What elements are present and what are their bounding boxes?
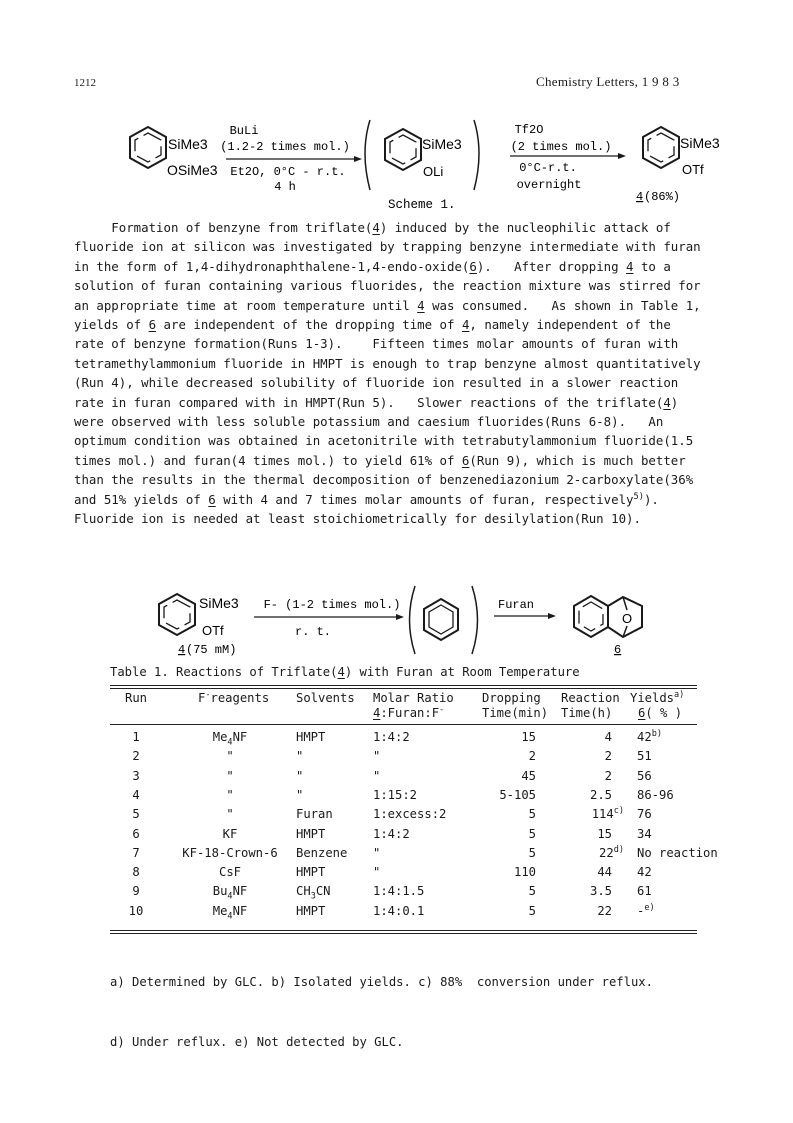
cell-ratio: 1:4:2: [373, 826, 410, 841]
bracket-left-2: [410, 586, 416, 654]
cell-yield: 61: [637, 884, 652, 899]
cell-dropping: 110: [513, 865, 536, 880]
text-line: [74, 296, 734, 315]
cell-dropping: 45: [521, 768, 536, 783]
header-dropping: Dropping: [482, 691, 541, 705]
cell-run: 5: [132, 807, 140, 822]
cell-solvent: HMPT: [296, 865, 326, 880]
cell-run: 7: [132, 845, 140, 860]
benzene-ring-start: [130, 127, 166, 168]
arrowhead-2: [618, 153, 626, 159]
cell-yield: 86-96: [637, 787, 674, 802]
cell-dropping: 5: [528, 845, 536, 860]
body-paragraph: [74, 218, 734, 529]
text-run: was consumed. As shown in Table 1,: [424, 297, 701, 313]
scheme1-intermediate-group2: OLi: [423, 164, 444, 179]
text-line: [74, 470, 734, 489]
cell-solvent: Furan: [296, 807, 333, 822]
cell-solvent: Benzene: [296, 845, 348, 860]
benzene-ring-triflate: [159, 594, 195, 635]
cell-reaction-time: 22$^{d)}$: [599, 844, 624, 860]
text-run: optimum condition was obtained in acetonitrile with tetrabutylammonium fluoride(1.5: [74, 433, 694, 449]
header-molar-ratio: Molar Ratio: [373, 691, 454, 705]
text-line: [74, 218, 734, 237]
cell-reaction-time: 44: [597, 865, 612, 880]
text-line: [74, 451, 734, 470]
text-run: solution of furan containing various fluorides, the reaction mixture was stirred for: [74, 278, 701, 294]
cell-solvent: HMPT: [296, 826, 326, 841]
cell-ratio: ": [373, 865, 381, 880]
text-run: 4: [372, 220, 380, 235]
bracket-right-1: [474, 120, 479, 190]
text-run: to a: [633, 258, 671, 274]
text-run: times mol.) and furan(4 times mol.) to yield 61% of: [74, 452, 462, 468]
cell-yield: 76: [637, 807, 652, 822]
cell-dropping: 5-105: [499, 787, 536, 802]
scheme2-product-atom: O: [622, 611, 633, 626]
text-run: fluoride ion at silicon was investigated by trapping benzyne intermediate with furan: [74, 239, 701, 255]
cell-reagent: ": [226, 807, 234, 822]
scheme2-arrow1-cond: r. t.: [295, 625, 332, 639]
scheme1-arrow1-time: 4 h: [274, 180, 296, 194]
scheme1-start-group1: SiMe3: [168, 136, 208, 152]
benzene-ring-product: [643, 127, 679, 168]
header-molar-ratio-sub: 4:Furan:F-: [373, 704, 445, 720]
cell-yield: 42: [637, 865, 652, 880]
scheme1-arrow2-amount: (2 times mol.): [510, 140, 612, 154]
text-run: than the results in the thermal decomposition of benzenediazonium 2-carboxylate(36%: [74, 472, 694, 488]
text-run: 6: [148, 317, 157, 333]
cell-run: 9: [132, 884, 140, 899]
text-line: [74, 334, 734, 353]
scheme-2: [150, 582, 710, 660]
bracket-right-2: [472, 586, 478, 654]
cell-reagent: $Me_4NF$: [212, 903, 248, 922]
table-top-rule-2: [110, 688, 697, 689]
scheme1-product-yield: (86%): [644, 190, 681, 204]
text-run: 6: [461, 452, 470, 468]
cell-yield: No reaction: [637, 845, 718, 860]
header-reaction-sub: Time(h): [561, 706, 613, 720]
cell-reaction-time: 22: [597, 903, 612, 918]
header-run: Run: [124, 691, 147, 705]
text-line: [74, 490, 734, 509]
footnote-line: a) Determined by GLC. b) Isolated yields. c) 88% conversion under reflux.: [110, 975, 653, 989]
cell-run: 8: [132, 865, 140, 880]
cell-ratio: ": [373, 845, 381, 860]
text-run: an appropriate time at room temperature until: [74, 297, 418, 313]
text-run: tetramethylammonium fluoride in HMPT is enough to trap benzyne almost quantitatively: [74, 355, 701, 371]
scheme2-arrow2-reagent: Furan: [498, 598, 535, 612]
cell-ratio: ": [373, 768, 381, 783]
cell-reaction-time: 2: [604, 749, 612, 764]
text-run: 4: [417, 297, 425, 313]
cell-reaction-time: 114$^{c)}$: [591, 806, 624, 822]
text-run: Formation of benzyne from triflate(: [74, 220, 373, 235]
scheme2-start-group1: SiMe3: [199, 595, 239, 611]
cell-run: 10: [128, 903, 144, 918]
cell-dropping: 5: [528, 884, 536, 899]
text-run: were observed with less soluble potassium and caesium fluorides(Runs 6-8). An: [74, 414, 664, 430]
text-run: 4: [663, 394, 671, 410]
cell-dropping: 15: [521, 730, 536, 744]
text-run: ).: [643, 491, 659, 507]
text-line: [74, 509, 734, 528]
header-reaction: Reaction: [561, 691, 620, 705]
text-run: ) induced by the nucleophilic attack of: [379, 220, 671, 235]
cell-reagent: ": [226, 768, 234, 783]
scheme1-arrow1-reagent: BuLi: [229, 124, 259, 138]
cell-solvent: HMPT: [296, 730, 326, 744]
cell-reagent: CsF: [218, 865, 241, 880]
bracket-left-1: [365, 120, 370, 190]
benzene-ring-intermediate: [385, 129, 421, 170]
header-solvents: Solvents: [296, 691, 355, 705]
cell-yield: 56: [637, 768, 652, 783]
header-yields: Yields$^{a)}$: [630, 689, 685, 705]
text-line: [74, 315, 734, 334]
scheme1-arrow1-solvent: Et2O, 0°C - r.t.: [230, 165, 346, 179]
text-run: are independent of the dropping time of: [156, 317, 462, 333]
cell-run: 6: [132, 826, 140, 841]
scheme1-start-group2: OSiMe3: [167, 162, 218, 178]
scheme1-product-label: 4: [636, 190, 644, 204]
journal-header: Chemistry Letters, 1 9 8 3: [536, 74, 680, 89]
text-line: [74, 412, 734, 431]
cell-reaction-time: 15: [597, 826, 612, 841]
arrowhead-1: [354, 156, 362, 162]
text-run: 6: [208, 491, 216, 507]
text-run: 4: [461, 317, 470, 333]
scheme1-arrow1-amount: (1.2-2 times mol.): [220, 140, 350, 154]
cell-yield: 42$^{b)}$: [637, 728, 662, 744]
scheme2-start-group2: OTf: [202, 623, 224, 638]
scheme1-arrow2-time: overnight: [516, 178, 582, 192]
cell-reagent: ": [226, 749, 234, 764]
table-caption: Table 1. Reactions of Triflate(4) with Furan at Room Temperature: [110, 665, 580, 679]
scheme2-arrow1-reagent: F- (1-2 times mol.): [263, 598, 401, 612]
text-line: [74, 431, 734, 450]
text-line: [74, 373, 734, 392]
cell-reagent: KF: [222, 826, 238, 841]
page-number: 1212: [74, 77, 96, 89]
cell-solvent: ": [296, 768, 304, 783]
table-bottom-rule: [110, 930, 697, 931]
table-header-rule: [110, 724, 697, 725]
scheme1-arrow2-reagent: Tf2O: [514, 123, 544, 137]
scheme-1: [110, 112, 750, 220]
header-dropping-sub: Time(min): [482, 706, 549, 720]
cell-dropping: 5: [528, 903, 536, 918]
cell-run: 3: [132, 768, 140, 783]
cell-dropping: 5: [528, 807, 536, 822]
scheme1-intermediate-group1: SiMe3: [422, 136, 462, 152]
scheme2-start-conc: (75 mM): [186, 643, 237, 657]
cell-reagent: $Me_4NF$: [212, 730, 248, 748]
cell-reagent: $Bu_4NF$: [212, 884, 248, 902]
cell-reagent: KF-18-Crown-6: [182, 845, 278, 860]
text-run: rate in furan compared with in HMPT(Run 5). Slower reactions of the triflate(: [74, 394, 664, 410]
text-run: (Run 9), which is much better: [469, 452, 686, 468]
text-run: rate of benzyne formation(Runs 1-3). Fifteen times molar amounts of furan with: [74, 336, 679, 352]
scheme2-start-label: 4: [178, 643, 186, 657]
cell-solvent: ": [296, 787, 304, 802]
cell-run: 1: [132, 730, 140, 744]
scheme1-product-group1: SiMe3: [680, 135, 720, 151]
cell-yield: -$^{e)}$: [637, 902, 655, 918]
text-run: (Run 4), while decreased solubility of fluoride ion resulted in a slower reaction: [74, 375, 679, 391]
scheme1-arrow2-temp: 0°C-r.t.: [519, 161, 577, 175]
cell-reaction-time: 3.5: [589, 884, 612, 899]
cell-solvent: $CH_3CN$: [296, 884, 331, 902]
header-reagents: F-reagents: [198, 689, 270, 705]
cell-ratio: 1:excess:2: [373, 807, 447, 822]
text-run: and 51% yields of: [74, 491, 209, 507]
benzyne-intermediate: [424, 599, 458, 640]
arrowhead-3: [396, 614, 404, 620]
cell-ratio: 1:4:1.5: [373, 884, 425, 899]
header-yields-sub: 6( % ): [638, 706, 683, 720]
text-run: Fluoride ion is needed at least stoichiometrically for desilylation(Run 10).: [74, 511, 641, 527]
text-run: , namely independent of the: [469, 317, 671, 333]
text-run: ): [670, 394, 679, 410]
cell-ratio: 1:4:0.1: [373, 903, 425, 918]
text-run: with 4 and 7 times molar amounts of furan, respectively: [215, 491, 634, 507]
text-run: 4: [626, 258, 634, 274]
cell-ratio: ": [373, 749, 381, 764]
cell-run: 2: [132, 749, 140, 764]
text-line: [74, 276, 734, 295]
text-line: [74, 237, 734, 256]
cell-reaction-time: 2: [604, 768, 612, 783]
text-run: in the form of 1,4-dihydronaphthalene-1,4-endo-oxide(: [74, 258, 470, 274]
text-run: 5): [633, 491, 644, 502]
text-run: ). After dropping: [476, 258, 627, 274]
table-footnotes: [110, 932, 653, 1072]
cell-solvent: ": [296, 749, 304, 764]
text-line: [74, 393, 734, 412]
cell-ratio: 1:15:2: [373, 787, 418, 802]
text-line: [74, 354, 734, 373]
scheme2-product-label: 6: [614, 643, 622, 657]
cell-ratio: 1:4:2: [373, 730, 410, 744]
footnote-line: d) Under reflux. e) Not detected by GLC.: [110, 1035, 404, 1049]
table-top-rule: [110, 685, 697, 686]
cell-reagent: ": [226, 787, 234, 802]
text-run: yields of: [74, 317, 149, 333]
cell-solvent: HMPT: [296, 903, 326, 918]
cell-yield: 34: [637, 826, 652, 841]
cell-reaction-time: 4: [604, 730, 612, 744]
cell-run: 4: [132, 787, 140, 802]
text-run: 6: [469, 258, 477, 274]
scheme1-product-group2: OTf: [682, 162, 704, 177]
arrowhead-4: [548, 613, 556, 619]
text-line: [74, 257, 734, 276]
scheme1-caption: Scheme 1.: [388, 198, 456, 212]
cell-dropping: 2: [528, 749, 536, 764]
cell-reaction-time: 2.5: [589, 787, 612, 802]
cell-yield: 51: [637, 749, 652, 764]
cell-dropping: 5: [528, 826, 536, 841]
